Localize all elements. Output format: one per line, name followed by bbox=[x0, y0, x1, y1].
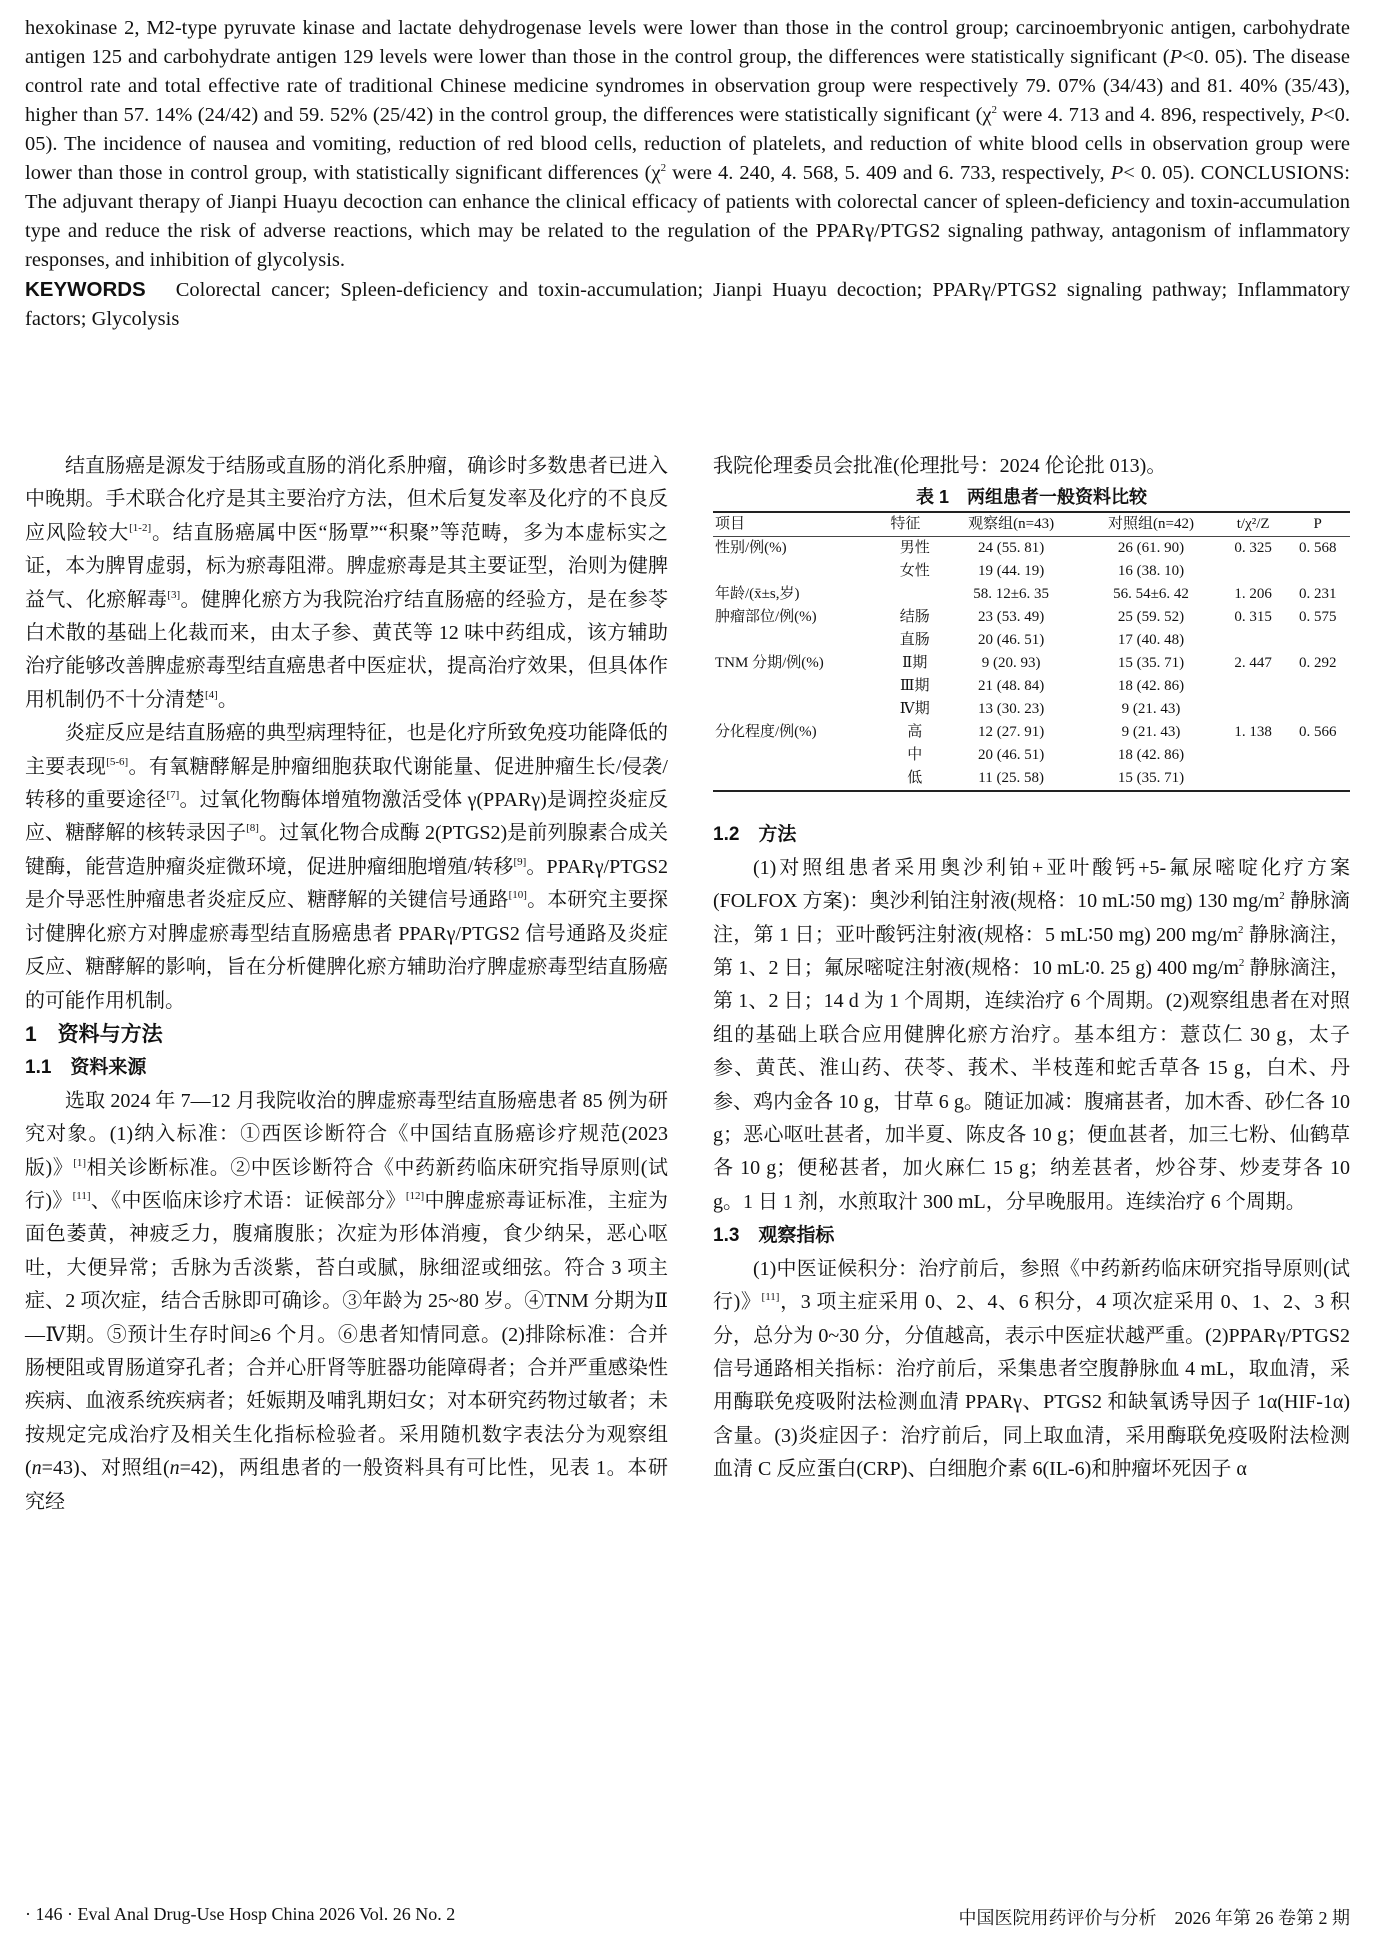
table-cell bbox=[1285, 767, 1350, 791]
baseline-table bbox=[713, 511, 1350, 792]
table-cell: 女性 bbox=[899, 563, 930, 580]
table-header-cell: 特征 bbox=[890, 516, 921, 533]
table-row bbox=[713, 537, 1350, 561]
citation-superscript: 2 bbox=[991, 104, 997, 116]
table-cell: 19 (44. 19) bbox=[978, 563, 1045, 580]
table-cell bbox=[888, 583, 941, 606]
table-cell bbox=[1285, 675, 1350, 698]
table-cell bbox=[1221, 560, 1286, 583]
table-cell: 0. 292 bbox=[1298, 655, 1337, 672]
citation-superscript: [5-6] bbox=[106, 755, 129, 768]
keywords bbox=[25, 275, 1350, 334]
text-run: (1)中医证候积分：治疗前后，参照《中药新药临床研究指导原则(试行)》 bbox=[713, 1257, 1350, 1314]
table-cell: 高 bbox=[907, 724, 923, 741]
table-cell: 结肠 bbox=[899, 609, 930, 626]
table-cell: 分化程度/例(%) bbox=[715, 724, 817, 741]
table-cell bbox=[713, 629, 888, 652]
citation-superscript: [10] bbox=[508, 889, 527, 902]
abstract-paragraph bbox=[25, 14, 1350, 275]
italic-symbol: P bbox=[1310, 104, 1324, 126]
table-cell: 9 (21. 43) bbox=[1121, 724, 1181, 741]
table-cell bbox=[713, 675, 888, 698]
table-cell: 0. 231 bbox=[1298, 586, 1337, 603]
table-cell: 58. 12±6. 35 bbox=[973, 586, 1049, 603]
table-cell: 24 (55. 81) bbox=[978, 540, 1045, 557]
footer-journal-en: · 146 · Eval Anal Drug-Use Hosp China 2026 Vol. 26 No. 2 bbox=[25, 1904, 456, 1924]
table-cell: 性别/例(%) bbox=[715, 540, 787, 557]
text-run: 。结直肠癌属中医“肠覃”“积聚”等范畴，多为本虚标实之证，本为脾胃虚弱，标为瘀毒阻滞。脾虚瘀毒是其主要证型，治则为健脾益气、化瘀解毒 bbox=[25, 521, 669, 611]
table-cell: 17 (40. 48) bbox=[1117, 632, 1185, 649]
table-cell bbox=[713, 698, 888, 721]
table-cell: Ⅲ期 bbox=[900, 678, 930, 695]
text-run: 相关诊断标准。②中医诊断符合《中药新药临床研究指导原则(试行)》 bbox=[25, 1156, 668, 1212]
table-cell: 1. 138 bbox=[1234, 724, 1272, 741]
text-run: 静脉滴注，第 1、2 日；14 d 为 1 个周期，连续治疗 6 个周期。(2)观察组患者在对照组的基础上联合应用健脾化瘀方治疗。基本组方：薏苡仁 30 g，太子参、黄芪、淮山药、茯苓、莪术、半枝莲和蛇舌草各 15 g，白术、丹参、鸡内金各 10 g，甘草 6 g。随证加减：腹痛甚者，加木香、砂仁各 10 g；恶心呕吐甚者，加半夏、陈皮各 10 g；便血甚者，加三七粉、仙鹤草各 10 g；便秘甚者，加火麻仁 15 g；纳差甚者，炒谷芽、炒麦芽各 10 g。1 日 1 剂，水煎取汁 300 mL，分早晚服用。连续治疗 6 个周期。 bbox=[713, 957, 1351, 1213]
text-run: (1)对照组患者采用奥沙利铂+亚叶酸钙+5-氟尿嘧啶化疗方案(FOLFOX 方案)：奥沙利铂注射液(规格：10 mL∶50 mg) 130 mg/m bbox=[713, 856, 1350, 913]
subsection-heading: 1.2 方法 bbox=[713, 824, 797, 846]
table-cell: 56. 54±6. 42 bbox=[1113, 586, 1189, 603]
table-cell bbox=[1285, 744, 1350, 767]
citation-superscript: [8] bbox=[246, 822, 259, 835]
text-run: <0. 05). The incidence of nausea and vomiting, reduction of red blood cells, reduction of platelets, and reduction of white blood cells in observation group were lower than those in control group, with statistically significant differences (χ bbox=[25, 104, 1350, 184]
table-cell: 男性 bbox=[899, 540, 930, 557]
table-cell: 20 (46. 51) bbox=[978, 632, 1045, 649]
table-row bbox=[713, 767, 1350, 791]
table-cell: 21 (48. 84) bbox=[978, 678, 1045, 695]
table-cell: 2. 447 bbox=[1234, 655, 1272, 672]
table-cell: 低 bbox=[907, 770, 923, 787]
table-cell bbox=[1221, 675, 1286, 698]
text-run: =42)，两组患者的一般资料具有可比性，见表 1。本研究经 bbox=[25, 1457, 668, 1513]
text-run: <0. 05). The disease control rate and total effective rate of traditional Chinese medicine syndromes in observation group were respectively 79. 07% (34/43) and 81. 40% (35/43), higher than 57. 14% (24/42) and 59. 52% (25/42) in the control group, the differences were statistically significant (χ bbox=[25, 46, 1351, 126]
table-cell bbox=[713, 767, 888, 791]
table-cell bbox=[1285, 560, 1350, 583]
text-run: 。过氧化物酶体增殖物激活受体 γ(PPARγ)是调控炎症反应、糖酵解的核转录因子 bbox=[25, 789, 668, 845]
table-cell: 0. 575 bbox=[1298, 609, 1337, 626]
text-run: 我院伦理委员会批准(伦理批号：2024 伦论批 013)。 bbox=[713, 455, 1167, 477]
table-row bbox=[713, 698, 1350, 721]
table-cell: 23 (53. 49) bbox=[978, 609, 1045, 626]
table-header-cell: t/χ²/Z bbox=[1236, 516, 1270, 533]
citation-superscript: 2 bbox=[1279, 890, 1285, 903]
text-run: 。本研究主要探讨健脾化瘀方对脾虚瘀毒型结直肠癌患者 PPARγ/PTGS2 信号通路及炎症反应、糖酵解的影响，旨在分析健脾化瘀方辅助治疗脾虚瘀毒型结直肠癌的可能作用机制。 bbox=[25, 889, 669, 1012]
left-column bbox=[25, 450, 668, 1519]
citation-superscript: 2 bbox=[660, 162, 667, 174]
table-cell bbox=[1285, 629, 1350, 652]
table-cell: 11 (25. 58) bbox=[978, 770, 1044, 787]
ethics-paragraph bbox=[713, 450, 1350, 483]
italic-symbol: n bbox=[31, 1457, 42, 1480]
table-row bbox=[713, 652, 1350, 675]
table-cell: 20 (46. 51) bbox=[978, 747, 1045, 764]
table-header-cell: 项目 bbox=[715, 516, 746, 533]
text-run: were 4. 240, 4. 568, 5. 409 and 6. 733, respectively, bbox=[666, 162, 1111, 184]
table-row bbox=[713, 560, 1350, 583]
citation-superscript: [3] bbox=[167, 588, 181, 601]
text-run: 炎症反应是结直肠癌的典型病理特征，也是化疗所致免疫功能降低的主要表现 bbox=[25, 722, 668, 778]
table-cell: 1. 206 bbox=[1234, 586, 1272, 603]
text-run: < 0. 05). CONCLUSIONS: The adjuvant therapy of Jianpi Huayu decoction can enhance the clinical efficacy of patients with colorectal cancer of spleen-deficiency and toxin-accumulation type and reduce the risk of adverse reactions, which may be related to the regulation of the PPARγ/PTGS2 signaling pathway, antagonism of inflammatory responses, and inhibition of glycolysis. bbox=[25, 162, 1350, 271]
text-run: 静脉滴注，第 1 日；亚叶酸钙注射液(规格：5 mL∶50 mg) 200 mg/m bbox=[713, 890, 1351, 946]
text-run: 。健脾化瘀方为我院治疗结直肠癌的经验方，是在参苓白术散的基础上化裁而来，由太子参、黄芪等 12 味中药组成，该方辅助治疗能够改善脾虚瘀毒型结直癌患者中医症状，提高治疗效果，但具体作用机制仍不十分清楚 bbox=[25, 588, 668, 711]
table-cell bbox=[1285, 698, 1350, 721]
table-cell bbox=[1221, 744, 1286, 767]
table-cell: 25 (59. 52) bbox=[1117, 609, 1185, 626]
italic-symbol: n bbox=[169, 1457, 180, 1480]
citation-superscript: [1-2] bbox=[129, 521, 152, 534]
table-row bbox=[713, 629, 1350, 652]
text-run: 。有氧糖酵解是肿瘤细胞获取代谢能量、促进肿瘤生长/侵袭/转移的重要途径 bbox=[25, 755, 668, 812]
text-run: 。PPARγ/PTGS2 是介导恶性肿瘤患者炎症反应、糖酵解的关键信号通路 bbox=[25, 855, 668, 912]
methods-paragraph bbox=[713, 852, 1350, 1219]
table-cell: 12 (27. 91) bbox=[978, 724, 1045, 741]
citation-superscript: [7] bbox=[166, 789, 180, 802]
citation-superscript: [11] bbox=[72, 1189, 91, 1202]
citation-superscript: 2 bbox=[1238, 957, 1245, 970]
citation-superscript: [4] bbox=[205, 688, 218, 701]
table-cell: 18 (42. 86) bbox=[1117, 678, 1185, 695]
indicators-paragraph bbox=[713, 1253, 1350, 1487]
table-cell: 直肠 bbox=[899, 632, 930, 649]
text-run: were 4. 713 and 4. 896, respectively, bbox=[997, 104, 1311, 126]
table-cell: 0. 568 bbox=[1298, 540, 1337, 557]
table-cell: 15 (35. 71) bbox=[1117, 655, 1185, 672]
table-cell: 15 (35. 71) bbox=[1117, 770, 1185, 787]
table-cell: 16 (38. 10) bbox=[1117, 563, 1185, 580]
table-title: 表 1 两组患者一般资料比较 bbox=[915, 487, 1147, 508]
subsection-heading: 1.1 资料来源 bbox=[25, 1057, 147, 1079]
table-row bbox=[713, 583, 1350, 606]
text-run: 选取 2024 年 7—12 月我院收治的脾虚瘀毒型结直肠癌患者 85 例为研究对象。(1)纳入标准：①西医诊断符合《中国结直肠癌诊疗规范(2023 版)》 bbox=[25, 1089, 668, 1179]
table-cell bbox=[1221, 767, 1286, 791]
table-cell bbox=[713, 560, 888, 583]
table-cell: 9 (20. 93) bbox=[981, 655, 1041, 672]
right-column bbox=[713, 450, 1350, 1487]
text-run: 。 bbox=[217, 688, 238, 711]
table-cell: 年龄/(x̄±s,岁) bbox=[715, 586, 800, 603]
table-row bbox=[713, 744, 1350, 767]
citation-superscript: [11] bbox=[761, 1291, 780, 1304]
subsection-heading: 1.3 观察指标 bbox=[713, 1225, 835, 1247]
table-body bbox=[713, 537, 1350, 792]
table-row bbox=[713, 675, 1350, 698]
text-run: 。过氧化物合成酶 2(PTGS2)是前列腺素合成关键酶，能营造肿瘤炎症微环境，促进肿瘤细胞增殖/转移 bbox=[25, 822, 669, 878]
citation-superscript: 2 bbox=[1238, 923, 1244, 936]
table-cell bbox=[1221, 629, 1286, 652]
keywords-label: KEYWORDS bbox=[25, 278, 146, 301]
table-cell: Ⅳ期 bbox=[899, 701, 930, 718]
table-cell: 0. 566 bbox=[1298, 724, 1337, 741]
text-run: =43)、对照组( bbox=[41, 1457, 170, 1480]
intro-paragraph-1 bbox=[25, 450, 668, 717]
table-cell: 26 (61. 90) bbox=[1117, 540, 1185, 557]
table-cell: TNM 分期/例(%) bbox=[715, 655, 824, 672]
citation-superscript: [9] bbox=[513, 855, 527, 868]
table-header-row bbox=[713, 512, 1350, 537]
table-cell: 0. 315 bbox=[1234, 609, 1272, 626]
italic-symbol: P bbox=[1169, 46, 1183, 68]
table-cell bbox=[713, 744, 888, 767]
text-run: 、《中医临床诊疗术语：证候部分》 bbox=[90, 1189, 406, 1212]
intro-paragraph-2 bbox=[25, 717, 668, 1018]
table-cell: 13 (30. 23) bbox=[978, 701, 1045, 718]
table-cell: 9 (21. 43) bbox=[1121, 701, 1181, 718]
text-run: 中脾虚瘀毒证标准，主症为面色萎黄，神疲乏力，腹痛腹胀；次症为形体消瘦，食少纳呆，恶心呕吐，大便异常；舌脉为舌淡紫，苔白或腻，脉细涩或细弦。符合 3 项主症、2 项次症，结合舌脉即可确诊。③年龄为 25~80 岁。④TNM 分期为Ⅱ—Ⅳ期。⑤预计生存时间≥6 个月。⑥患者知情同意。(2)排除标准：合并肠梗阻或胃肠道穿孔者；合并心肝肾等脏器功能障碍者；合并严重感染性疾病、血液系统疾病者；妊娠期及哺乳期妇女；对本研究药物过敏者；未按规定完成治疗及相关生化指标检验者。采用随机数字表法分为观察组( bbox=[25, 1189, 668, 1480]
text-run: ，3 项主症采用 0、2、4、6 积分，4 项次症采用 0、1、2、3 积分，总分为 0~30 分，分值越高，表示中医症状越严重。(2)PPARγ/PTGS2 信号通路相关指标：治疗前后，采集患者空腹静脉血 4 mL，取血清，采用酶联免疫吸附法检测血清 PPARγ、PTGS2 和缺氧诱导因子 1α(HIF-1α)含量。(3)炎症因子：治疗前后，同上取血清，采用酶联免疫吸附法检测血清 C 反应蛋白(CRP)、白细胞介素 6(IL-6)和肿瘤坏死因子 α bbox=[713, 1291, 1350, 1481]
table-row bbox=[713, 721, 1350, 744]
text-run: hexokinase 2, M2-type pyruvate kinase and lactate dehydrogenase levels were lower than those in the control group; carcinoembryonic antigen, carbohydrate antigen 125 and carbohydrate antigen 129 levels were lower than those in the control group, the differences were statistically significant ( bbox=[25, 17, 1350, 68]
table-header-cell: 观察组(n=43) bbox=[968, 516, 1055, 533]
table-cell: 肿瘤部位/例(%) bbox=[715, 609, 817, 626]
abstract bbox=[25, 14, 1350, 334]
table-cell: 中 bbox=[907, 747, 923, 764]
table-header-cell: P bbox=[1313, 516, 1322, 533]
table-header-cell: 对照组(n=42) bbox=[1108, 516, 1194, 533]
citation-superscript: [1] bbox=[73, 1156, 87, 1169]
table-cell: 18 (42. 86) bbox=[1117, 747, 1185, 764]
materials-paragraph bbox=[25, 1085, 668, 1519]
table-cell bbox=[1221, 698, 1286, 721]
section-heading: 1 资料与方法 bbox=[25, 1022, 163, 1046]
footer-journal-cn: 中国医院用药评价与分析 2026 年第 26 卷第 2 期 bbox=[958, 1908, 1350, 1928]
text-run: 静脉滴注，第 1、2 日；氟尿嘧啶注射液(规格：10 mL∶0. 25 g) 400 mg/m bbox=[713, 923, 1351, 980]
text-run: 结直肠癌是源发于结肠或直肠的消化系肿瘤，确诊时多数患者已进入中晚期。手术联合化疗是其主要治疗方法，但术后复发率及化疗的不良反应风险较大 bbox=[25, 455, 668, 544]
table-cell: 0. 325 bbox=[1234, 540, 1272, 557]
italic-symbol: P bbox=[1110, 162, 1124, 184]
table-row bbox=[713, 606, 1350, 629]
keywords-text: Colorectal cancer; Spleen-deficiency and toxin-accumulation; Jianpi Huayu decoction; PPARγ/PTGS2 signaling pathway; Inflammatory factors; Glycolysis bbox=[25, 279, 1350, 330]
table-cell: Ⅱ期 bbox=[902, 655, 928, 672]
citation-superscript: [12] bbox=[405, 1189, 425, 1202]
